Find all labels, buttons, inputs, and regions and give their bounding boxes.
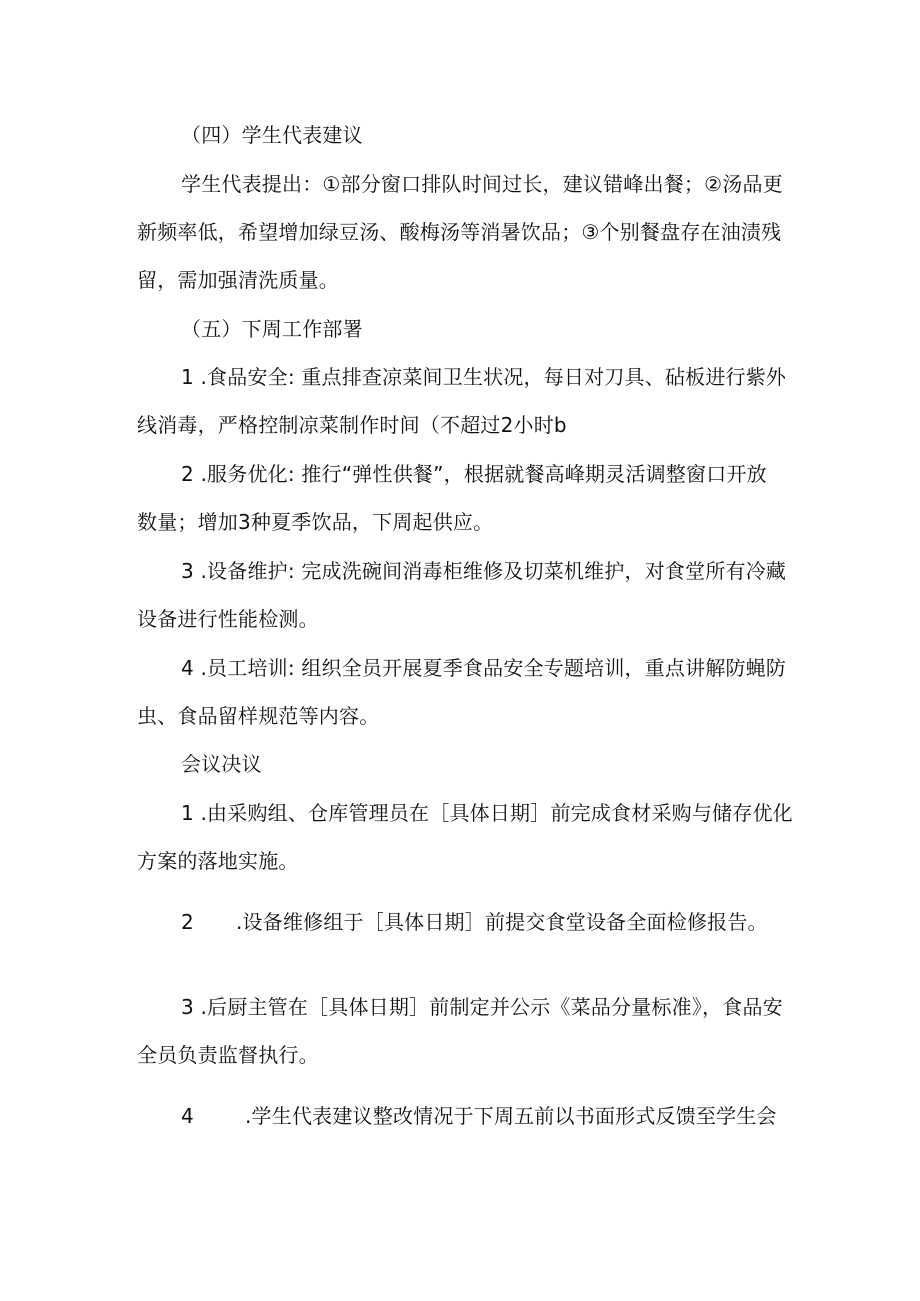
section-4-paragraph-line-2: 新频率低，希望增加绿豆汤、酸梅汤等消暑饮品；③个别餐盘存在油渍残 xyxy=(137,220,782,244)
work-item-3-line-2: 设备进行性能检测。 xyxy=(137,607,319,631)
work-item-1-line-1: 1 .食品安全: 重点排查凉菜间卫生状况，每日对刀具、砧板进行紫外 xyxy=(181,365,787,389)
resolution-1-line-2: 方案的落地实施。 xyxy=(137,849,299,873)
resolution-4-text: .学生代表建议整改情况于下周五前以书面形式反馈至学生会 xyxy=(245,1104,777,1128)
section-4-heading: （四）学生代表建议 xyxy=(181,123,363,147)
resolution-4-number: 4 xyxy=(181,1104,194,1128)
section-4-paragraph-line-3: 留，需加强清洗质量。 xyxy=(137,268,339,292)
work-item-2-line-2: 数量；增加3种夏季饮品，下周起供应。 xyxy=(137,510,494,534)
work-item-4-line-1: 4 .员工培训: 组织全员开展夏季食品安全专题培训，重点讲解防蝇防 xyxy=(181,656,787,680)
section-5-heading: （五）下周工作部署 xyxy=(181,317,363,341)
work-item-2-line-1: 2 .服务优化: 推行“弹性供餐”，根据就餐高峰期灵活调整窗口开放 xyxy=(181,462,767,486)
resolution-2-number: 2 xyxy=(181,910,194,934)
work-item-3-line-1: 3 .设备维护: 完成洗碗间消毒柜维修及切菜机维护，对食堂所有冷藏 xyxy=(181,559,787,583)
work-item-4-line-2: 虫、食品留样规范等内容。 xyxy=(137,704,380,728)
resolution-3-line-1: 3 .后厨主管在［具体日期］前制定并公示《菜品分量标准》，食品安 xyxy=(181,995,783,1019)
resolution-2-text: .设备维修组于［具体日期］前提交食堂设备全面检修报告。 xyxy=(236,910,768,934)
resolution-1-line-1: 1 .由采购组、仓库管理员在［具体日期］前完成食材采购与储存优化 xyxy=(181,801,793,825)
work-item-1-line-2: 线消毒，严格控制凉菜制作时间（不超过2小时b xyxy=(137,413,567,437)
resolution-3-line-2: 全员负责监督执行。 xyxy=(137,1043,319,1067)
section-4-paragraph-line-1: 学生代表提出：①部分窗口排队时间过长，建议错峰出餐；②汤品更 xyxy=(181,172,783,196)
resolutions-heading: 会议决议 xyxy=(181,752,262,776)
